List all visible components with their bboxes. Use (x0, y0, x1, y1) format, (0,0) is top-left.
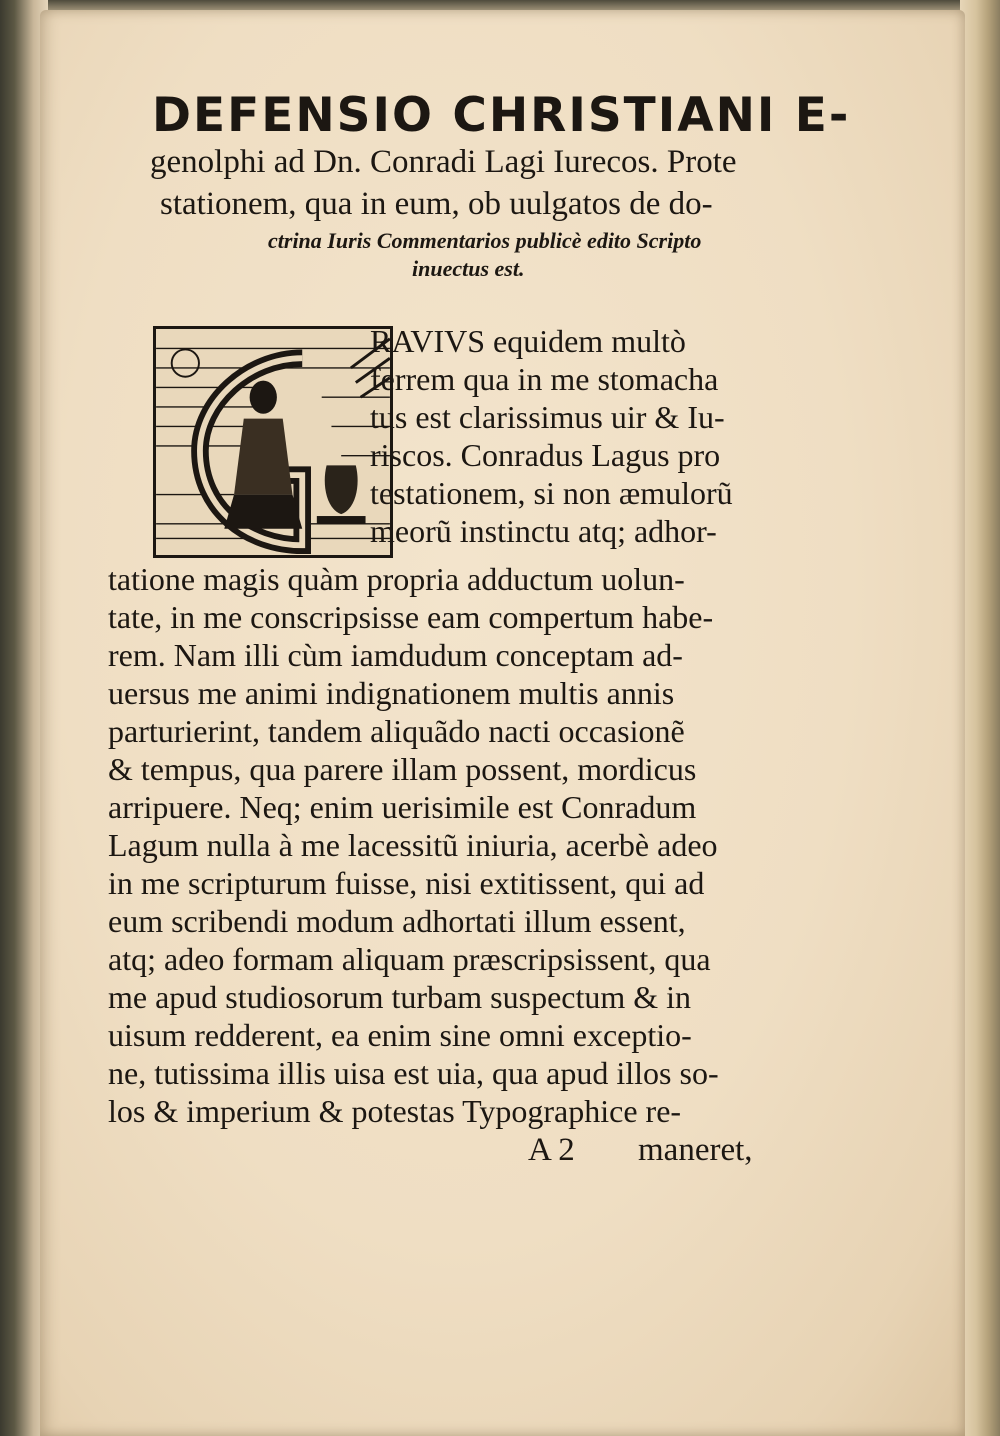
body-line-4: uersus me animi indignationem multis annis (108, 675, 675, 711)
italic-line-1: ctrina Iuris Commentarios publicè edito Scripto (268, 228, 702, 253)
body-line-12: me apud studiosorum turbam suspectum & in (108, 979, 692, 1015)
subheading-line-1: genolphi ad Dn. Conradi Lagi Iurecos. Prote (150, 144, 737, 180)
first-line-2: ferrem qua in me stomacha (370, 361, 719, 397)
page-edges-right (960, 0, 1000, 1436)
body-line-2: tate, in me conscripsisse eam compertum habe- (108, 599, 714, 635)
first-line-3: tus est clarissimus uir & Iu- (370, 399, 725, 435)
body-line-1: tatione magis quàm propria adductum uolun- (108, 561, 685, 597)
body-line-13: uisum redderent, ea enim sine omni exceptio- (108, 1017, 692, 1053)
body-line-3: rem. Nam illi cùm iamdudum conceptam ad- (108, 637, 683, 673)
subheading-line-2: stationem, qua in eum, ob uulgatos de do- (160, 186, 713, 222)
first-line-6: meorũ instinctu atq; adhor- (370, 513, 717, 549)
first-line-4: riscos. Conradus Lagus pro (370, 437, 721, 473)
page-heading: DEFENSIO CHRISTIANI E- (152, 88, 851, 143)
body-line-8: Lagum nulla à me lacessitũ iniuria, acerbè adeo (108, 827, 718, 863)
body-line-11: atq; adeo formam aliquam præscripsissent, qua (108, 941, 711, 977)
body-line-14: ne, tutissima illis uisa est uia, qua apud illos so- (108, 1055, 719, 1091)
body-line-6: & tempus, qua parere illam possent, mordicus (108, 751, 697, 787)
body-line-5: parturierint, tandem aliquãdo nacti occasionẽ (108, 713, 685, 749)
italic-line-2: inuectus est. (412, 256, 525, 281)
first-line-5: testationem, si non æmulorũ (370, 475, 733, 511)
catchword: maneret, (638, 1132, 753, 1168)
body-line-10: eum scribendi modum adhortati illum essent, (108, 903, 686, 939)
first-line-1: RAVIVS equidem multò (370, 323, 686, 359)
body-line-15: los & imperium & potestas Typographice re- (108, 1093, 682, 1129)
book-page (40, 10, 965, 1436)
body-line-9: in me scripturum fuisse, nisi extitissent, qui ad (108, 865, 705, 901)
body-line-7: arripuere. Neq; enim uerisimile est Conradum (108, 789, 697, 825)
woodcut-initial-g-icon (153, 326, 393, 558)
signature-mark: A 2 (528, 1132, 575, 1168)
